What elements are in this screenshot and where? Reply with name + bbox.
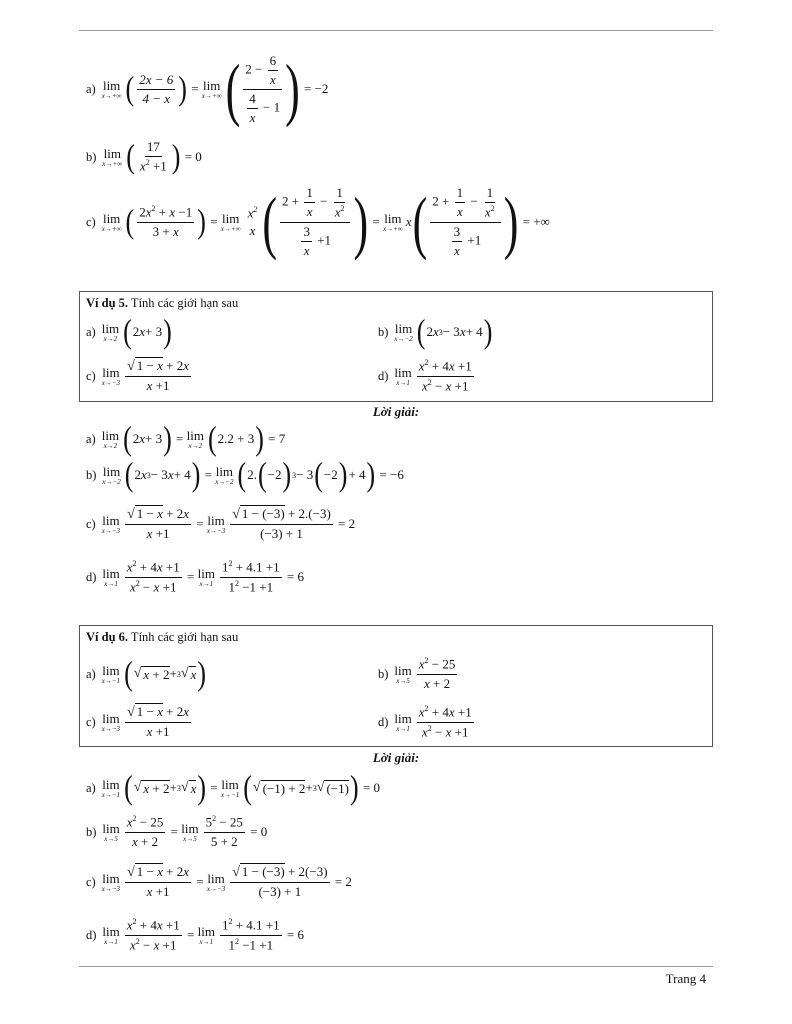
ex6-task-b: b) lim x→5 $\frac{x^2 - 25}{x + 2}$ [378, 656, 456, 691]
ex5-task-c: c) lim x→−3 $\frac{√ 1 - x + 2x}{x +1}$ [86, 358, 189, 393]
intro-example-c: c) lim x→+∞ ( $\frac{2x^2 + x -1}{3 + x}$ ) = lim x→+∞ $x^2$ x ( 2 + $\frac{1}{x}$ − $\frac{1}{x^2}$ $\frac{3}{x}$ +1 ) = lim x→+∞ x ( 2 + $\frac{1}{x}$ − $\frac{1}{x^2}$ $\frac{3}{x}$ +1 ) = +∞ [86, 182, 550, 262]
ex6-solution-c: c) lim x→−3 $\frac{√ 1 - x + 2x}{x +1}$ = lim x→−3 $\frac{√ 1 - (-3) + 2(-3)}{(-3) + 1}$ = 2 [86, 864, 352, 899]
intro-example-b: b) lim x→+∞ ( $\frac{17}{x^2 +1}$ ) = 0 [86, 137, 202, 176]
footer-rule [79, 966, 713, 967]
example6-solution-heading: Lời giải: [372, 750, 420, 765]
example6-box [79, 625, 713, 747]
page-number: Trang 4 [665, 971, 706, 986]
ex5-solution-c: c) lim x→−3 $\frac{√ 1 - x + 2x}{x +1}$ = lim x→−3 $\frac{√ 1 - (-3) + 2.(-3)}{(-3) + 1}$ = 2 [86, 506, 356, 541]
ex5-solution-a: a) lim x→2 ( 2 x + 3 ) = lim x→2 ( 2.2 + 3 ) = 7 [86, 419, 286, 458]
example5-box [79, 291, 713, 402]
ex5-solution-d: d) lim x→1 $\frac{x^2 + 4x +1}{x^2 - x +1}$ = lim x→1 $\frac{1^2 + 4.1 +1}{1^2 -1 +1}$ = 6 [86, 559, 304, 594]
ex6-task-a: a) lim x→−1 ( √ x + 2 + 3 √ x ) [86, 654, 207, 693]
example6-title: Ví dụ 6. Tính các giới hạn sau [86, 630, 239, 644]
ex6-solution-b: b) lim x→5 $\frac{x^2 - 25}{x + 2}$ = lim x→5 $\frac{5^2 - 25}{5 + 2}$ = 0 [86, 814, 268, 849]
header-rule [79, 30, 713, 31]
ex6-task-d: d) lim x→1 $\frac{x^2 + 4x +1}{x^2 - x +1}$ [378, 704, 472, 739]
lim-operator: lim x→+∞ [101, 78, 122, 100]
example5-solution-heading: Lời giải: [372, 404, 420, 419]
ex6-solution-d: d) lim x→1 $\frac{x^2 + 4x +1}{x^2 - x +1}$ = lim x→1 $\frac{1^2 + 4.1 +1}{1^2 -1 +1}$ = 6 [86, 917, 304, 952]
ex5-task-a: a) lim x→2 ( 2 x + 3 ) [86, 312, 172, 351]
ex5-task-d: d) lim x→1 $\frac{x^2 + 4x +1}{x^2 - x +1}$ [378, 358, 472, 393]
intro-example-a: a) lim x→+∞ ( $\frac{2x - 6}{4 - x}$ ) = lim x→+∞ ( 2 − $\frac{6}{x}$ $\frac{4}{x}$ − 1 ) = −2 [86, 49, 329, 129]
ex5-solution-b: b) lim x→−2 ( 2 x 3 − 3 x + 4 ) = lim x→−2 ( 2. ( −2 ) 3 − 3 ( −2 ) + 4 ) = −6 [86, 455, 404, 494]
label-a: a) [86, 81, 96, 96]
example5-title: Ví dụ 5. Tính các giới hạn sau [86, 296, 239, 310]
ex6-solution-a: a) lim x→−1 ( √ x + 2 + 3 √ x ) = lim x→−1 ( √ (−1) + 2 + 3 √ (−1) ) = 0 [86, 768, 380, 807]
ex5-task-b: b) lim x→−2 ( 2 x 3 − 3 x + 4 ) [378, 312, 493, 351]
ex6-task-c: c) lim x→−3 $\frac{√ 1 - x + 2x}{x +1}$ [86, 704, 189, 739]
